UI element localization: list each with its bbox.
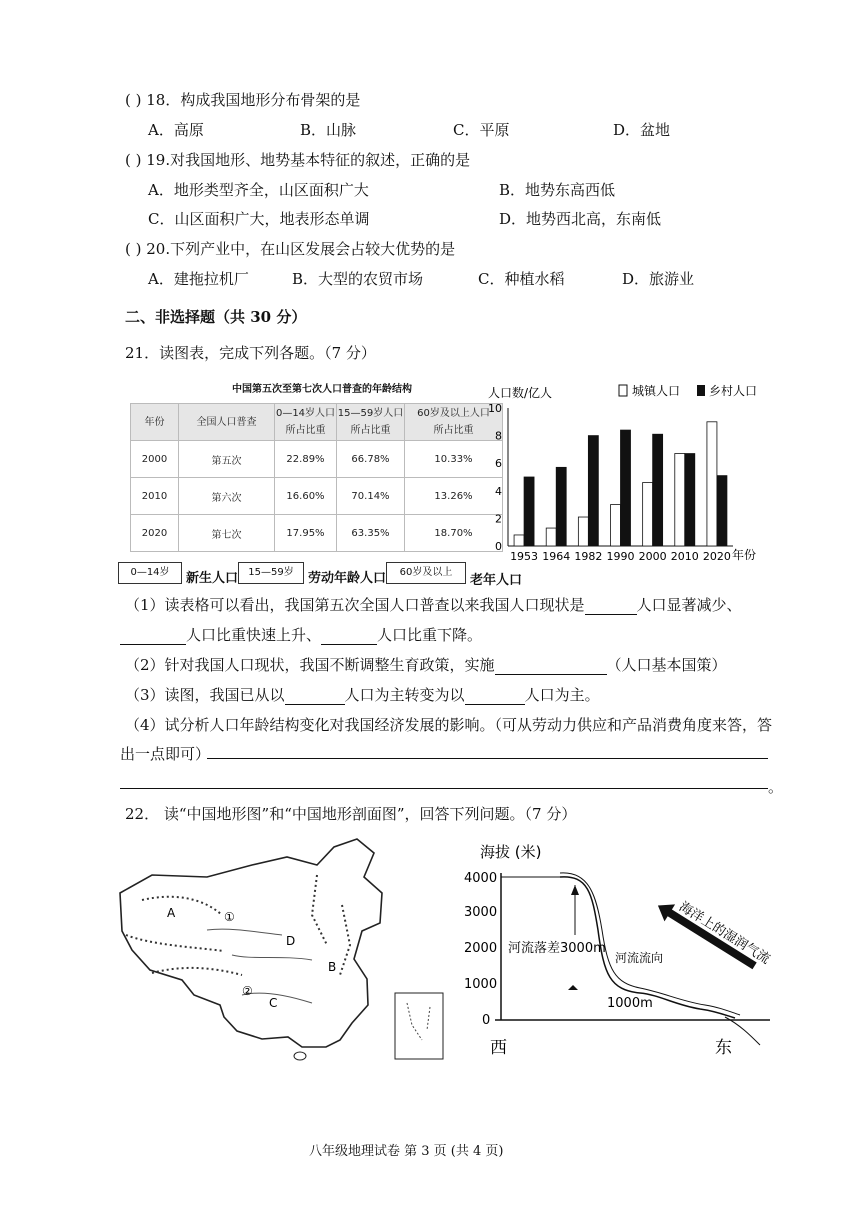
profile-ytick-0: 0 (482, 1013, 491, 1028)
population-table (130, 403, 503, 552)
table-cell: 第五次 (179, 441, 275, 478)
profile-ylabel: 海拔 (米) (480, 843, 542, 861)
map-label-d: D (286, 934, 296, 948)
answer-blank-5[interactable] (285, 690, 345, 705)
chart-ytick: 6 (495, 457, 502, 471)
bar-rural-2020 (717, 476, 727, 546)
map-label-b: B (328, 960, 337, 974)
chart-ytick: 10 (488, 402, 502, 415)
bar-rural-1982 (588, 436, 598, 546)
profile-east-label: 东 (715, 1038, 732, 1058)
table-cell: 第六次 (179, 478, 275, 515)
answer-blank-6[interactable] (465, 690, 525, 705)
chart-ytick: 0 (495, 540, 502, 553)
q20-option-a: A．建拖拉机厂 (148, 270, 249, 288)
q18-option-d: D．盆地 (613, 121, 671, 139)
answer-blank-2[interactable] (120, 630, 186, 645)
q22-stem: 22． 读“中国地形图”和“中国地形剖面图”，回答下列问题。（7 分） (125, 805, 577, 823)
q21-sub4-line2: 出一点即可） (120, 745, 211, 763)
chart-xtick: 2000 (638, 550, 667, 563)
profile-level-label: 1000m (607, 996, 653, 1011)
table-row (131, 478, 503, 515)
table-row (131, 441, 503, 478)
map-label-a: A (167, 906, 176, 920)
table-cell: 70.14% (337, 478, 405, 515)
answer-blank-3[interactable] (321, 630, 377, 645)
profile-drop-label: 河流落差3000m (508, 941, 606, 956)
q19-option-b: B．地势东高西低 (499, 181, 616, 199)
table-header-0: 年份 (131, 404, 179, 441)
q21-sub1-text-d: 人口比重下降。 (377, 626, 483, 644)
south-china-sea-inset (395, 993, 443, 1059)
q21-sub1-line1 (125, 594, 742, 615)
q18-stem: ( ) 18．构成我国地形分布骨架的是 (125, 91, 361, 109)
age-box-children: 0—14岁 (118, 562, 182, 584)
map-label-1: ① (224, 910, 235, 924)
map-label-2: ② (242, 984, 253, 998)
q18-option-c: C．平原 (453, 121, 510, 139)
bar-rural-1964 (556, 467, 566, 546)
q21-sub2 (125, 654, 727, 675)
q21-sub1-text-b: 人口显著减少、 (636, 596, 742, 614)
profile-ytick-3000: 3000 (464, 905, 498, 920)
q21-sub1-text-c: 人口比重快速上升、 (186, 626, 322, 644)
answer-blank-1[interactable] (585, 600, 637, 615)
bar-rural-1953 (524, 477, 534, 546)
hainan-island (294, 1052, 306, 1060)
profile-west-label: 西 (490, 1038, 507, 1058)
bar-rural-2000 (653, 434, 663, 546)
q19-option-a: A．地形类型齐全，山区面积广大 (148, 181, 369, 199)
chart-xtick: 1964 (542, 550, 571, 563)
q18-option-b: B．山脉 (300, 121, 357, 139)
q19-option-d: D．地势西北高，东南低 (499, 210, 662, 228)
legend-swatch-urban (619, 385, 627, 396)
table-header-3: 15—59岁人口 所占比重 (337, 404, 405, 441)
table-cell: 16.60% (275, 478, 337, 515)
age-label-children: 新生人口 (186, 571, 239, 586)
chart-ytick: 8 (495, 429, 502, 443)
legend-label-rural: 乡村人口 (709, 384, 758, 398)
table-header-4: 60岁及以上人口 所占比重 (405, 404, 503, 441)
age-box-elderly: 60岁及以上 (386, 562, 466, 584)
table-cell: 2000 (131, 441, 179, 478)
chart-xtick: 1953 (510, 550, 539, 563)
chart-xtick: 2020 (702, 550, 731, 563)
chart-ylabel: 人口数/亿人 (488, 386, 553, 400)
q21-sub1-line2 (120, 624, 482, 645)
age-label-working: 劳动年龄人口 (308, 571, 387, 586)
chart-xlabel: 年份 (732, 548, 757, 562)
q21-sub2-text-a: （2）针对我国人口现状，我国不断调整生育政策，实施 (125, 656, 495, 674)
profile-air-label: 海洋上的湿润气流 (676, 899, 773, 968)
profile-flow-label: 河流流向 (615, 951, 664, 965)
answer-line-1[interactable] (207, 758, 768, 759)
bar-urban-2010 (675, 454, 685, 546)
q21-sub4-line1: （4）试分析人口年龄结构变化对我国经济发展的影响。（可从劳动力供应和产品消费角度来答，答 (125, 716, 773, 734)
q19-option-c: C．山区面积广大，地表形态单调 (148, 210, 370, 228)
chart-xtick: 1990 (606, 550, 635, 563)
q21-sub3-text-b: 人口为主转变为以 (344, 686, 465, 704)
chart-xtick: 2010 (670, 550, 699, 563)
answer-blank-4[interactable] (495, 660, 607, 675)
q21-sub3 (125, 684, 600, 705)
q21-sub3-text-a: （3）读图，我国已从以 (125, 686, 285, 704)
q18-option-a: A．高原 (148, 121, 204, 139)
table-header-2: 0—14岁人口 所占比重 (275, 404, 337, 441)
section-title: 二、非选择题（共 30 分） (125, 308, 307, 326)
table-cell: 22.89% (275, 441, 337, 478)
map-outline (120, 839, 382, 1047)
q21-sub2-text-b: （人口基本国策） (606, 656, 727, 674)
page-footer: 八年级地理试卷 第 3 页 (共 4 页) (309, 1144, 504, 1159)
bar-rural-2010 (685, 454, 695, 546)
table-header-1: 全国人口普查 (179, 404, 275, 441)
drop-arrow-head (571, 885, 579, 895)
table-cell: 第七次 (179, 515, 275, 552)
table-cell: 2020 (131, 515, 179, 552)
q20-stem: ( ) 20.下列产业中，在山区发展会占较大优势的是 (125, 240, 456, 258)
table-title: 中国第五次至第七次人口普查的年龄结构 (232, 384, 412, 395)
profile-ytick-4000: 4000 (464, 871, 498, 886)
answer-line-2[interactable] (120, 788, 768, 789)
table-cell: 63.35% (337, 515, 405, 552)
legend-label-urban: 城镇人口 (632, 384, 681, 398)
moist-airflow-arrow (653, 888, 773, 979)
table-row (131, 515, 503, 552)
bar-urban-2020 (707, 422, 717, 546)
china-terrain-map (112, 835, 462, 1070)
bar-urban-1964 (546, 528, 556, 546)
legend-swatch-rural (697, 385, 705, 396)
q21-sub3-text-c: 人口为主。 (524, 686, 600, 704)
bar-urban-1953 (514, 535, 524, 546)
profile-ytick-2000: 2000 (464, 941, 498, 956)
table-cell: 18.70% (405, 515, 503, 552)
bar-urban-1990 (611, 505, 621, 546)
age-label-elderly: 老年人口 (470, 573, 523, 588)
age-box-working: 15—59岁 (238, 562, 304, 584)
population-bar-chart (480, 378, 770, 563)
table-cell: 17.95% (275, 515, 337, 552)
chart-xtick: 1982 (574, 550, 603, 563)
profile-ytick-1000: 1000 (464, 977, 498, 992)
map-label-c: C (269, 996, 278, 1010)
bar-urban-1982 (578, 517, 588, 546)
q20-option-d: D．旅游业 (622, 270, 695, 288)
level-marker (568, 985, 578, 990)
chart-ytick: 2 (495, 512, 502, 526)
chart-ytick: 4 (495, 484, 502, 498)
end-mark: 。 (768, 778, 784, 796)
q19-stem: ( ) 19.对我国地形、地势基本特征的叙述，正确的是 (125, 151, 471, 169)
terrain-profile-chart (460, 835, 775, 1065)
q20-option-b: B．大型的农贸市场 (292, 270, 424, 288)
table-cell: 10.33% (405, 441, 503, 478)
table-cell: 13.26% (405, 478, 503, 515)
q20-option-c: C．种植水稻 (478, 270, 565, 288)
q21-sub1-text-a: （1）读表格可以看出，我国第五次全国人口普查以来我国人口现状是 (125, 596, 585, 614)
bar-urban-2000 (643, 483, 653, 546)
table-cell: 66.78% (337, 441, 405, 478)
table-cell: 2010 (131, 478, 179, 515)
bar-rural-1990 (621, 430, 631, 546)
q21-stem: 21．读图表，完成下列各题。（7 分） (125, 344, 376, 362)
